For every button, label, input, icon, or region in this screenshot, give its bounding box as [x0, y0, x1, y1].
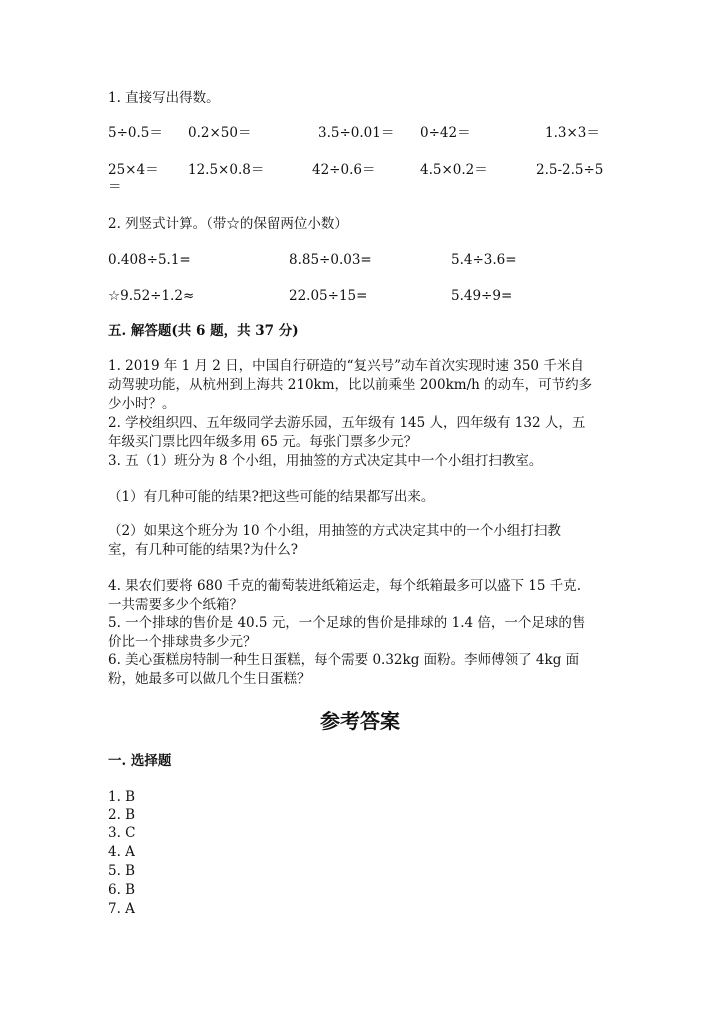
section2-heading: 2. 列竖式计算。（带☆的保留两位小数） — [108, 216, 348, 232]
vertical-calc-item: 22.05÷15= — [289, 288, 368, 304]
question-3-sub-1: （1）有几种可能的结果?把这些可能的结果都写出来。 — [108, 489, 435, 505]
section1-heading: 1. 直接写出得数。 — [108, 90, 220, 106]
answer-item: 1. B — [108, 789, 136, 805]
answer-key-title: 参考答案 — [320, 709, 400, 733]
answer-item: 5. B — [108, 863, 136, 879]
question-1: 1. 2019 年 1 月 2 日，中国自行研造的“复兴号”动车首次实现时速 350 千米自 动驾驶功能，从杭州到上海共 210km，比以前乘坐 200km/h 的动车，可节约多 少小时？。 — [108, 358, 593, 412]
answer-item: 7. A — [108, 901, 135, 917]
answer-item: 6. B — [108, 882, 136, 898]
question-3-sub-2: （2）如果这个班分为 10 个小组，用抽签的方式决定其中的一个小组打扫教 室，有几种可能的结果?为什么? — [108, 523, 561, 558]
answer-section-heading: 一. 选择题 — [108, 753, 172, 769]
calc-item: 12.5×0.8＝ — [188, 162, 265, 178]
question-2: 2. 学校组织四、五年级同学去游乐园，五年级有 145 人，四年级有 132 人，五 年级买门票比四年级多用 65 元。每张门票多少元？ — [108, 415, 586, 450]
vertical-calc-item: ☆9.52÷1.2≈ — [108, 288, 195, 304]
calc-item: 5÷0.5＝ — [108, 125, 163, 141]
question-5: 5. 一个排球的售价是 40.5 元，一个足球的售价是排球的 1.4 倍，一个足球的售 价比一个排球贵多少元？ — [108, 615, 586, 650]
vertical-calc-item: 0.408÷5.1= — [108, 252, 191, 268]
calc-item: 4.5×0.2＝ — [420, 162, 488, 178]
question-3: 3. 五（1）班分为 8 个小组，用抽签的方式决定其中一个小组打扫教室。 — [108, 453, 543, 469]
calc-item: 0.2×50＝ — [188, 125, 252, 141]
question-6: 6. 美心蛋糕房特制一种生日蛋糕，每个需要 0.32kg 面粉。李师傅领了 4kg 面 粉，她最多可以做几个生日蛋糕？ — [108, 652, 580, 687]
calc-item-wrap: ＝ — [108, 179, 122, 195]
calc-item: 1.3×3＝ — [545, 125, 600, 141]
calc-item: 25×4＝ — [108, 162, 159, 178]
calc-item: 3.5÷0.01＝ — [318, 125, 395, 141]
question-4: 4. 果农们要将 680 千克的葡萄装进纸箱运走，每个纸箱最多可以盛下 15 千克. 一共需要多少个纸箱？ — [108, 578, 582, 613]
vertical-calc-item: 8.85÷0.03= — [289, 252, 372, 268]
answer-item: 2. B — [108, 807, 136, 823]
calc-item: 2.5-2.5÷5 — [536, 162, 604, 178]
calc-item: 42÷0.6＝ — [312, 162, 376, 178]
vertical-calc-item: 5.49÷9= — [451, 288, 513, 304]
calc-item: 0÷42＝ — [420, 125, 471, 141]
answer-item: 4. A — [108, 844, 135, 860]
answer-item: 3. C — [108, 825, 136, 841]
section5-heading: 五. 解答题(共 6 题，共 37 分) — [108, 323, 299, 339]
vertical-calc-item: 5.4÷3.6= — [451, 252, 517, 268]
